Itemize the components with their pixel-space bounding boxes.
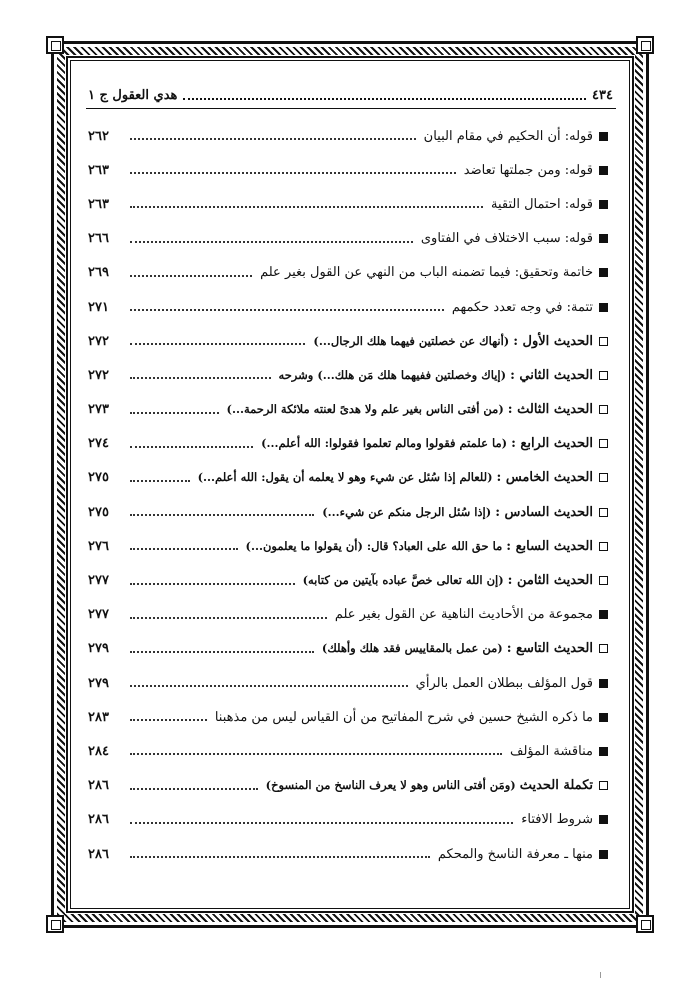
toc-entry-lead: قوله: <box>564 162 593 178</box>
toc-entry-text: (إذا سُئل الرجل منكم عن شيء...) <box>322 504 496 519</box>
toc-entry <box>88 495 608 529</box>
toc-entry-lead: الحديث التاسع : <box>506 641 593 657</box>
filled-square-bullet-icon <box>599 679 608 688</box>
toc-entry-title <box>198 470 593 485</box>
toc-entry-lead: الحديث الرابع : <box>511 436 593 452</box>
header-rule <box>86 108 616 109</box>
toc-leader-dots <box>130 269 252 277</box>
toc-entry-text: (من أفتى الناس بغير علم ولا هدىً لعنته ملائكة الرحمة...) <box>226 402 508 417</box>
toc-entry <box>88 222 608 256</box>
toc-page-number: ٢٦٢ <box>88 128 109 144</box>
toc-leader-dots <box>130 235 413 243</box>
filled-square-bullet-icon <box>599 200 608 209</box>
toc-entry-lead: تكملة الحديث <box>519 778 593 794</box>
toc-entry-title <box>227 402 594 417</box>
corner-ornament-top-right <box>636 36 654 54</box>
toc-entry-title <box>313 334 593 349</box>
toc-entry-title <box>335 607 593 622</box>
toc-entry-lead: تتمة: <box>566 299 593 315</box>
toc-entry-text: منها ـ معرفة الناسخ والمحكم <box>437 846 593 862</box>
toc-page-number: ٢٧٩ <box>88 675 109 691</box>
filled-square-bullet-icon <box>599 132 608 141</box>
toc-entry-text: (ما علمتم فقولوا ومالم تعلموا فقولوا: الله أعلم...) <box>261 436 512 451</box>
toc-entry <box>88 837 608 871</box>
toc-entry-title <box>416 676 593 691</box>
toc-entry <box>88 153 608 187</box>
empty-square-bullet-icon <box>599 576 608 585</box>
running-header <box>88 84 613 106</box>
empty-square-bullet-icon <box>599 781 608 790</box>
toc-leader-dots <box>130 166 456 174</box>
toc-leader-dots <box>130 816 513 824</box>
filled-square-bullet-icon <box>599 713 608 722</box>
toc-entry <box>88 666 608 700</box>
scan-mark <box>600 972 605 978</box>
filled-square-bullet-icon <box>599 815 608 824</box>
filled-square-bullet-icon <box>599 303 608 312</box>
toc-leader-dots <box>130 406 219 414</box>
toc-entry-lead: الحديث الثالث : <box>507 402 593 418</box>
toc-entry-text: مجموعة من الأحاديث الناهية عن القول بغير علم <box>334 607 593 623</box>
page-number: ٤٣٤ <box>592 87 613 103</box>
toc-entry-title <box>215 710 593 725</box>
toc-leader-dots <box>130 371 271 379</box>
toc-page-number: ٢٨٤ <box>88 743 109 759</box>
toc-entry-lead: الحديث الثاني : <box>510 367 593 383</box>
toc-entry-lead: الحديث السادس : <box>495 504 593 520</box>
toc-entry-text: (ومَن أفتى الناس وهو لا يعرف الناسخ من المنسوخ) <box>265 778 520 793</box>
toc-entry-text: (أنهاك عن خصلتين فيهما هلك الرجال...) <box>313 333 514 348</box>
toc-entry-text: ما حق الله على العباد؟ قال: (أن يقولوا ما يعلمون...) <box>245 538 507 553</box>
toc-page-number: ٢٧٥ <box>88 504 109 520</box>
toc-entry <box>88 700 608 734</box>
toc-entry-text: ومن جملتها تعاضد <box>463 162 565 178</box>
toc-page-number: ٢٦٦ <box>88 231 109 247</box>
toc-leader-dots <box>130 337 305 345</box>
table-of-contents <box>88 119 608 871</box>
toc-page-number: ٢٧٣ <box>88 402 109 418</box>
toc-leader-dots <box>130 713 207 721</box>
toc-entry <box>88 358 608 392</box>
toc-entry <box>88 803 608 837</box>
toc-leader-dots <box>130 850 430 858</box>
toc-leader-dots <box>130 542 238 550</box>
toc-leader-dots <box>130 200 483 208</box>
empty-square-bullet-icon <box>599 508 608 517</box>
toc-entry <box>88 563 608 597</box>
toc-entry-title <box>322 505 593 520</box>
toc-entry <box>88 324 608 358</box>
toc-page-number: ٢٧١ <box>88 299 109 315</box>
toc-entry-text: (للعالم إذا سُئل عن شيء وهو لا يعلمه أن يقول: الله أعلم...) <box>197 470 497 485</box>
toc-entry-title <box>261 436 593 451</box>
toc-entry-title <box>521 812 593 827</box>
toc-leader-dots <box>130 747 502 755</box>
toc-entry-lead: الحديث الخامس : <box>496 470 593 486</box>
toc-entry-title <box>464 163 593 178</box>
corner-ornament-top-left <box>46 36 64 54</box>
empty-square-bullet-icon <box>599 542 608 551</box>
toc-entry-text: ما ذكره الشيخ حسين في شرح المفاتيح من أن القياس ليس من مذهبنا <box>214 709 593 725</box>
toc-entry-title <box>246 539 593 554</box>
toc-page-number: ٢٨٦ <box>88 812 109 828</box>
toc-entry-title <box>491 197 593 212</box>
empty-square-bullet-icon <box>599 371 608 380</box>
toc-entry <box>88 632 608 666</box>
corner-ornament-bottom-right <box>636 915 654 933</box>
toc-entry-title <box>452 300 593 315</box>
toc-leader-dots <box>130 679 408 687</box>
toc-entry-text: (إياك وخصلتين ففيهما هلك مَن هلك...) وشرحه <box>278 367 511 382</box>
toc-entry-text: أن الحكيم في مقام البيان <box>423 128 565 144</box>
toc-entry-title <box>303 573 593 588</box>
toc-entry-lead: الحديث الأول : <box>513 333 593 349</box>
toc-leader-dots <box>130 782 258 790</box>
empty-square-bullet-icon <box>599 439 608 448</box>
toc-entry-text: فيما تضمنه الباب من النهي عن القول بغير علم <box>260 265 515 281</box>
toc-entry-text: (إن الله تعالى خصَّ عباده بآيتين من كتابه) <box>302 573 508 588</box>
toc-leader-dots <box>130 577 295 585</box>
filled-square-bullet-icon <box>599 166 608 175</box>
toc-entry <box>88 290 608 324</box>
filled-square-bullet-icon <box>599 747 608 756</box>
toc-entry-text: احتمال التقية <box>491 196 565 212</box>
empty-square-bullet-icon <box>599 644 608 653</box>
toc-entry <box>88 769 608 803</box>
empty-square-bullet-icon <box>599 337 608 346</box>
toc-entry <box>88 529 608 563</box>
toc-page-number: ٢٧٧ <box>88 573 109 589</box>
toc-entry-title <box>438 847 593 862</box>
toc-page-number: ٢٧٤ <box>88 436 109 452</box>
toc-page-number: ٢٦٣ <box>88 162 109 178</box>
toc-entry-text: في وجه تعدد حكمهم <box>451 299 567 315</box>
toc-page-number: ٢٦٣ <box>88 196 109 212</box>
toc-entry <box>88 119 608 153</box>
toc-entry-lead: خاتمة وتحقيق: <box>514 265 593 281</box>
filled-square-bullet-icon <box>599 234 608 243</box>
toc-entry-text: مناقشة المؤلف <box>510 743 593 759</box>
toc-page-number: ٢٧٧ <box>88 607 109 623</box>
empty-square-bullet-icon <box>599 473 608 482</box>
toc-entry <box>88 427 608 461</box>
toc-entry-lead: الحديث السابع : <box>506 538 593 554</box>
empty-square-bullet-icon <box>599 405 608 414</box>
toc-entry-lead: قوله: <box>564 128 593 144</box>
toc-entry-text: (من عمل بالمقاييس فقد هلك وأهلك) <box>321 641 507 656</box>
toc-entry <box>88 734 608 768</box>
toc-entry <box>88 256 608 290</box>
toc-entry-title <box>322 641 593 656</box>
toc-page-number: ٢٨٣ <box>88 709 109 725</box>
toc-entry-lead: قوله: <box>564 231 593 247</box>
toc-leader-dots <box>130 508 314 516</box>
toc-entry-lead: قوله: <box>564 196 593 212</box>
toc-leader-dots <box>130 303 444 311</box>
toc-entry-title <box>266 778 593 793</box>
toc-entry <box>88 461 608 495</box>
toc-leader-dots <box>130 611 327 619</box>
toc-entry <box>88 598 608 632</box>
filled-square-bullet-icon <box>599 610 608 619</box>
toc-page-number: ٢٧٢ <box>88 333 109 349</box>
toc-page-number: ٢٨٦ <box>88 778 109 794</box>
toc-page-number: ٢٦٩ <box>88 265 109 281</box>
toc-entry-lead: الحديث الثامن : <box>507 573 593 589</box>
toc-entry-title <box>279 368 593 383</box>
header-leader-dots <box>183 90 586 100</box>
toc-entry-text: شروط الافتاء <box>521 812 593 828</box>
toc-page-number: ٢٨٦ <box>88 846 109 862</box>
filled-square-bullet-icon <box>599 850 608 859</box>
toc-entry <box>88 187 608 221</box>
toc-page-number: ٢٧٢ <box>88 367 109 383</box>
toc-entry-title <box>260 265 593 280</box>
corner-ornament-bottom-left <box>46 915 64 933</box>
toc-page-number: ٢٧٩ <box>88 641 109 657</box>
toc-leader-dots <box>130 474 190 482</box>
toc-page-number: ٢٧٥ <box>88 470 109 486</box>
toc-page-number: ٢٧٦ <box>88 538 109 554</box>
toc-entry-title <box>421 231 593 246</box>
filled-square-bullet-icon <box>599 268 608 277</box>
toc-entry-title <box>510 744 593 759</box>
running-title: هدي العقول ج ١ <box>88 87 178 103</box>
toc-entry-text: سبب الاختلاف في الفتاوى <box>420 231 565 247</box>
toc-entry-text: قول المؤلف ببطلان العمل بالرأي <box>415 675 593 691</box>
toc-leader-dots <box>130 132 416 140</box>
toc-leader-dots <box>130 645 314 653</box>
toc-entry <box>88 393 608 427</box>
toc-leader-dots <box>130 440 253 448</box>
toc-entry-title <box>424 129 593 144</box>
